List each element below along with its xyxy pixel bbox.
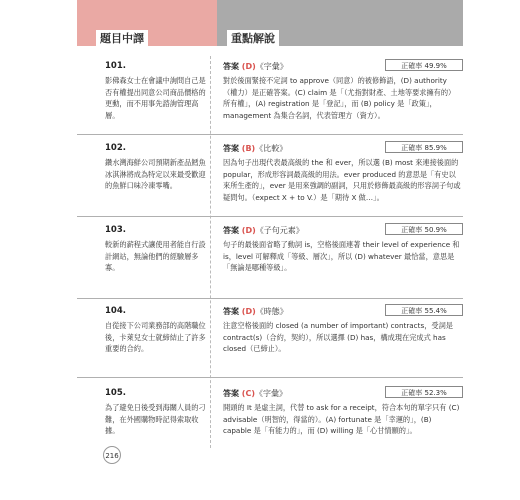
row-separator — [77, 134, 463, 135]
accuracy-rate-badge: 正確率 85.9% — [385, 141, 463, 153]
explanation-text: 對於後面緊接不定詞 to approve（同意）的被修飾語，(D) authority（權力）是正確答案。(C) claim 是「（尤指對財產、土地等要求擁有的）所有權」，(A) registration 是「登記」，而 (B) policy 是「政策」，management 為集合名詞，代表管理方（資方）。 — [223, 76, 456, 120]
question-translation: 影佛森女士在會議中詢問自己是否有權提出同意公司商品價格的更動，而不用事先諮詢管理高層。 — [105, 76, 206, 120]
answer-label: 答案 — [223, 389, 239, 398]
question-translation: 較新的薪程式讓使用者能自行設計網站，無論他們的經驗層多寡。 — [105, 240, 206, 273]
question-translation: 為了避免日後受到海關人員的刁難，在外國購物時記得索取收據。 — [105, 403, 206, 436]
answer-category: 《子句元素》 — [255, 226, 304, 235]
answer-label: 答案 — [223, 307, 239, 316]
answer-category: 《字彙》 — [255, 62, 288, 71]
page-number: 216 — [103, 446, 121, 464]
question-block — [77, 225, 463, 285]
answer-letter: (D) — [241, 226, 256, 235]
accuracy-rate-badge: 正確率 49.9% — [385, 59, 463, 71]
question-number: 104. — [105, 306, 126, 316]
explanation-column-title: 重點解說 — [227, 30, 279, 48]
answer-letter: (D) — [241, 307, 256, 316]
translation-column-title: 題目中譯 — [96, 30, 148, 48]
question-number: 105. — [105, 388, 126, 398]
answer-label: 答案 — [223, 62, 239, 71]
answer-line — [223, 61, 288, 72]
row-separator — [77, 298, 463, 299]
explanation-text: 注意空格後面的 closed (a number of important) contracts，受詞是 contract(s)（合約，契約），所以選擇 (D) has，構成現在完成式 has closed（已締止）。 — [223, 321, 453, 354]
answer-category: 《字彙》 — [254, 389, 287, 398]
accuracy-rate-badge: 正確率 55.4% — [385, 304, 463, 316]
answer-category: 《比較》 — [255, 144, 288, 153]
answer-label: 答案 — [223, 226, 239, 235]
question-translation: 鑽水灣海鮮公司預期新產品鱈魚冰淇淋將成為特定以來最受歡迎的魚鮮口味冷凍零嘴。 — [105, 158, 206, 191]
answer-category: 《時態》 — [255, 307, 288, 316]
question-number: 102. — [105, 143, 126, 153]
answer-letter: (C) — [241, 389, 255, 398]
answer-line — [223, 388, 287, 399]
question-block — [77, 306, 463, 356]
row-separator — [77, 216, 463, 217]
question-block — [77, 143, 463, 213]
question-block — [77, 388, 463, 448]
explanation-text: 句子的最後面省略了動詞 is，空格後面連著 their level of experience 和 is，level 可解釋成「等級、層次」，所以 (D) whatever 最恰當，意思是「無論是哪種等級」。 — [223, 240, 460, 273]
explanation-text: 因為句子出現代表最高級的 the 和 ever，所以選 (B) most 來連接後面的 popular，形成形容詞最高級的用法。ever produced 的意思是「有史以來所生產的」，ever 是用來強調的副詞，只用於修飾最高級的形容詞子句或疑問句。（expect X + to V.）是「期待 X 做…」。 — [223, 158, 461, 202]
accuracy-rate-badge: 正確率 50.9% — [385, 223, 463, 235]
question-number: 101. — [105, 61, 126, 71]
explanation-text: 開頭的 It 是虛主詞，代替 to ask for a receipt，符合本句的單字只有 (C) advisable（明智的，得當的）。(A) fortunate 是「幸運的」，(B) capable 是「有能力的」，而 (D) willing 是「心甘情願的」。 — [223, 403, 460, 436]
answer-line — [223, 225, 304, 236]
answer-label: 答案 — [223, 144, 239, 153]
answer-line — [223, 143, 287, 154]
answer-letter: (D) — [241, 62, 256, 71]
row-separator — [77, 377, 463, 378]
question-translation: 自從接下公司業務部的高階職位後，卡萊兒女士就締結止了許多重要的合約。 — [105, 321, 206, 354]
question-block — [77, 61, 463, 131]
question-number: 103. — [105, 225, 126, 235]
answer-letter: (B) — [241, 144, 256, 153]
accuracy-rate-badge: 正確率 52.3% — [385, 386, 463, 398]
answer-line — [223, 306, 288, 317]
